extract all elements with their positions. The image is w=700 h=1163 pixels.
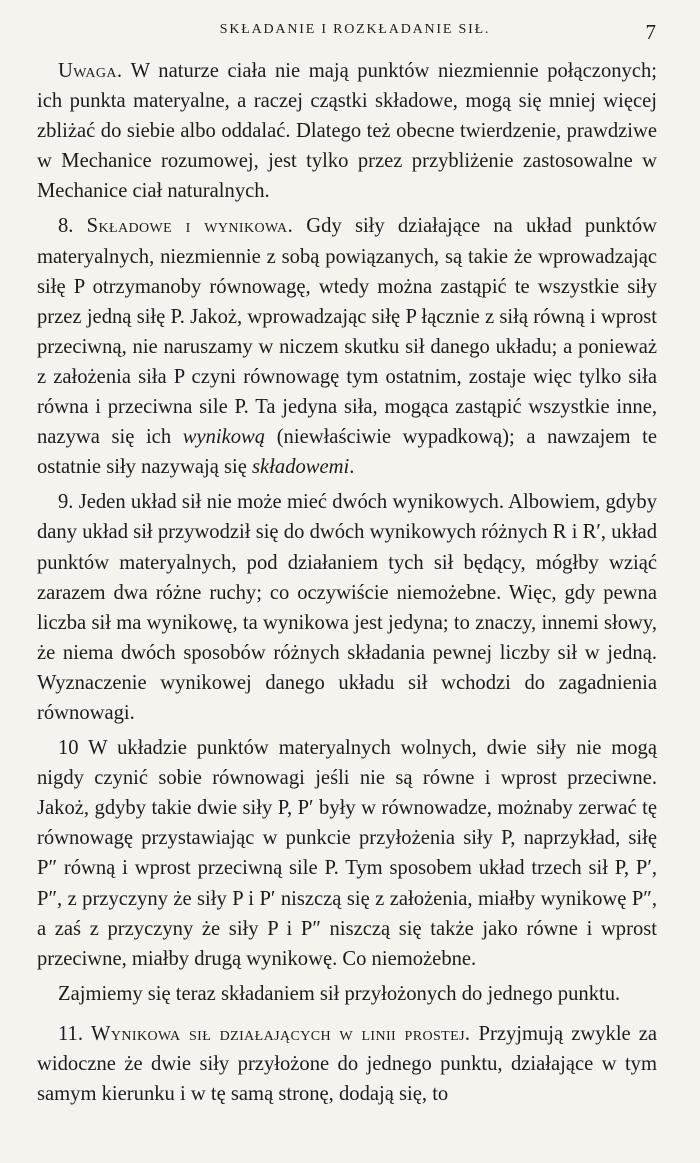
emphasis-term: wynikową — [182, 426, 266, 449]
paragraph-text: Przyjmują zwykle za widoczne że dwie siły przyłożone do jednego punktu, działające w tym samym kierunku i w tę samą stronę, dodają się, to — [37, 1022, 657, 1106]
section-heading: Składowe i wynikowa. — [86, 215, 294, 238]
paragraph-transition — [37, 979, 657, 1009]
paragraph-text: 9. Jeden układ sił nie może mieć dwóch wynikowych. Albowiem, gdyby dany układ sił przywodził się do dwóch wynikowych różnych R i R′, układ punktów materyalnych, pod działaniem tych sił będący, mógłby wziąć zarazem dwa różne ruchy; co oczywiście niemożebne. Więc, gdy pewna liczba sił ma wynikowę, ta wynikowa jest jedyna; to znaczy, innemi słowy, że niema dwóch sposobów różnych składania pewnej liczby sił w jedną. Wyznaczenie wynikowej danego układu sił wchodzi do zagadnienia równowagi. — [37, 491, 657, 724]
section-number: 8. — [58, 215, 74, 238]
paragraph-section-10 — [37, 733, 657, 974]
running-header — [0, 20, 700, 46]
emphasis-term: składowemi — [252, 456, 350, 479]
paragraph-section-8 — [37, 211, 657, 482]
paragraph-text: W naturze ciała nie mają punktów niezmiennie połączonych; ich punkta materyalne, a raczej cząstki składowe, mogą się mniej więcej zbliżać do siebie albo oddalać. Dlatego też obecne twierdzenie, prawdziwe w Mechanice rozumowej, jest tylko przez przybliżenie zastosowalne w Mechanice ciał naturalnych. — [37, 60, 657, 203]
paragraph-text: (niewłaściwie wypadkową); a nawzajem te ostatnie siły nazywają się — [37, 426, 657, 479]
paragraph-uwaga — [37, 56, 657, 206]
section-number: 11. — [58, 1022, 83, 1045]
paragraph-text: 10 W układzie punktów materyalnych wolnych, dwie siły nie mogą nigdy czynić sobie równowagi jeśli nie są równe i wprost przeciwne. Jakoż, gdyby takie dwie siły P, P′ były w równowadze, możnaby zerwać tę równowagę przystawiając w punkcie przyłożenia siły P, naprzykład, siłę P″ równą i wprost przeciwną sile P. Tym sposobem układ trzech sił P, P′, P″, z przyczyny że siły P i P′ niszczą się z założenia, miałby wynikowę P″, a zaś z przyczyny że siły P i P″ niszczą się także jako równe i wprost przeciwne, miałby drugą wynikowę. Co niemożebne. — [37, 737, 657, 970]
running-title: SKŁADANIE I ROZKŁADANIE SIŁ. — [219, 22, 491, 37]
paragraph-section-11 — [37, 1019, 657, 1109]
page-number: 7 — [645, 20, 656, 44]
paragraph-text: . — [349, 456, 355, 479]
paragraph-section-9 — [37, 487, 657, 728]
paragraph-text: Zajmiemy się teraz składaniem sił przyłożonych do jednego punktu. — [58, 982, 621, 1005]
paragraph-text: Gdy siły działające na układ punktów materyalnych, niezmiennie z sobą powiązanych, są takie że wprowadzając siłę P otrzymanoby równowagę, wtedy można zastąpić te wszystkie siły przez jedną siłę P. Jakoż, wprowadzając siłę P łącznie z siłą równą i wprost przeciwną, nie naruszamy w niczem skutku sił danego układu; a ponieważ z założenia siła P czyni równowagę tym ostatnim, zostaje więc tylko siła równa i przeciwna sile P. Ta jedyna siła, mogąca zastąpić wszystkie inne, nazywa się ich — [37, 215, 657, 449]
body-text — [37, 56, 657, 1109]
section-heading: Wynikowa sił działających w linii prostej. — [91, 1022, 471, 1045]
note-heading: Uwaga. — [58, 60, 123, 82]
